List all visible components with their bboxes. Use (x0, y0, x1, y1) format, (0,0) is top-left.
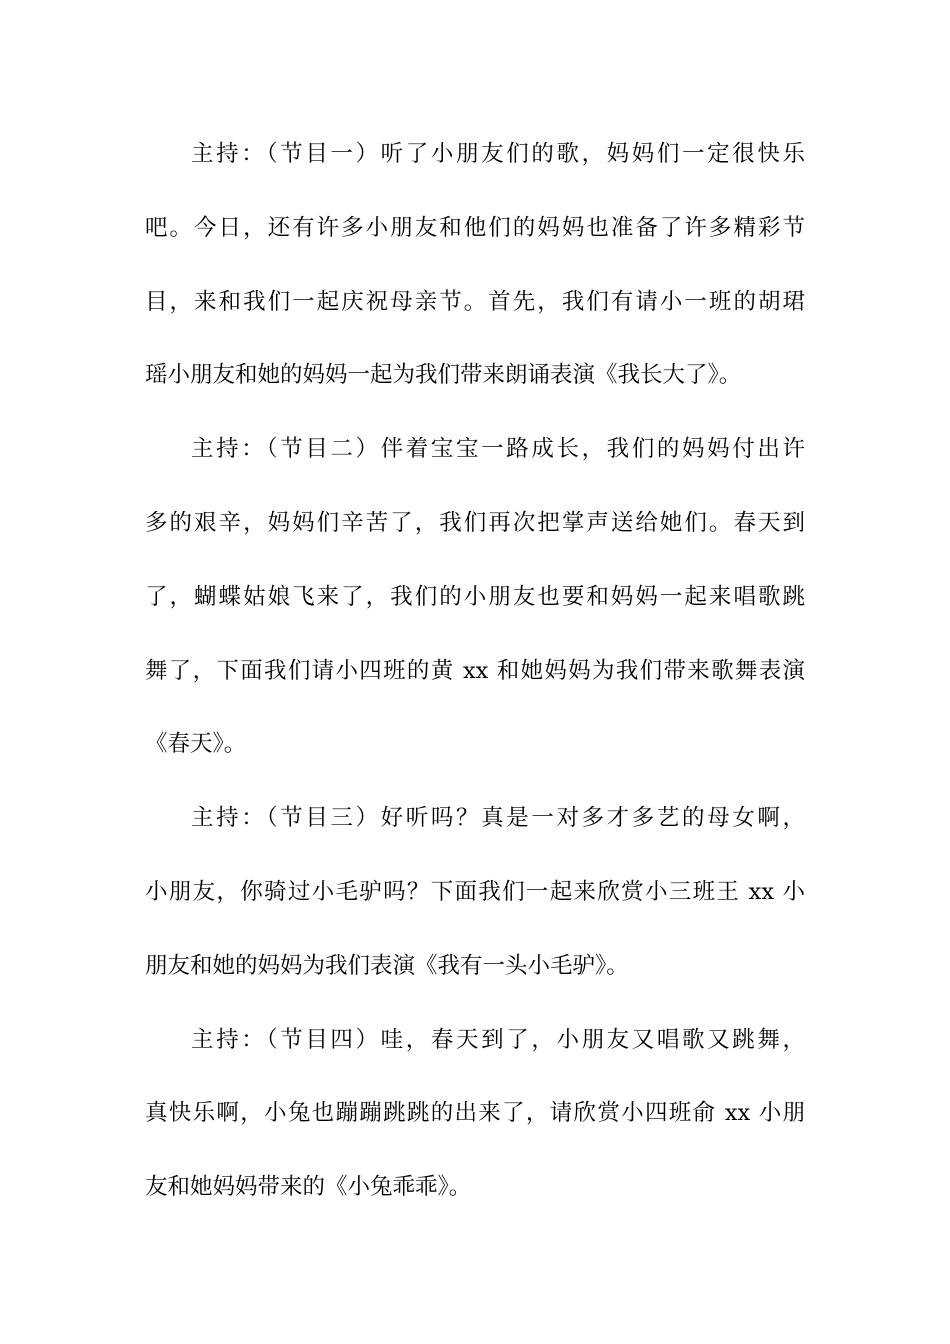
text-line: 友和她妈妈带来的《小兔乖乖》。 (145, 1174, 472, 1201)
text-line: 目，来和我们一起庆祝母亲节。首先，我们有请小一班的胡珺 (145, 288, 805, 315)
document-body (145, 118, 805, 1225)
text-line: 舞了，下面我们请小四班的黄 xx 和她妈妈为我们带来歌舞表演 (145, 657, 805, 684)
text-line: 瑶小朋友和她的妈妈一起为我们带来朗诵表演《我长大了》。 (145, 362, 742, 389)
text-line: 多的艰辛，妈妈们辛苦了，我们再次把掌声送给她们。春天到 (145, 509, 805, 536)
text-line: 真快乐啊，小兔也蹦蹦跳跳的出来了，请欣赏小四班俞 xx 小朋 (145, 1100, 805, 1127)
text-line: 主持：（节目二）伴着宝宝一路成长，我们的妈妈付出许 (191, 436, 805, 463)
text-line: 《春天》。 (145, 731, 247, 758)
text-line: 吧。今日，还有许多小朋友和他们的妈妈也准备了许多精彩节 (145, 214, 805, 241)
paragraph-program-1 (145, 118, 805, 413)
text-line: 主持：（节目一）听了小朋友们的歌，妈妈们一定很快乐 (191, 141, 805, 167)
text-line: 主持：（节目四）哇，春天到了，小朋友又唱歌又跳舞， (191, 1026, 805, 1053)
text-line: 主持：（节目三）好听吗？真是一对多才多艺的母女啊， (191, 805, 805, 832)
text-line: 朋友和她的妈妈为我们表演《我有一头小毛驴》。 (145, 952, 629, 979)
text-line: 了，蝴蝶姑娘飞来了，我们的小朋友也要和妈妈一起来唱歌跳 (145, 583, 805, 610)
text-line: 小朋友，你骑过小毛驴吗？下面我们一起来欣赏小三班王 xx 小 (145, 878, 805, 905)
paragraph-program-2 (145, 413, 805, 782)
paragraph-program-3 (145, 782, 805, 1003)
paragraph-program-4 (145, 1004, 805, 1225)
